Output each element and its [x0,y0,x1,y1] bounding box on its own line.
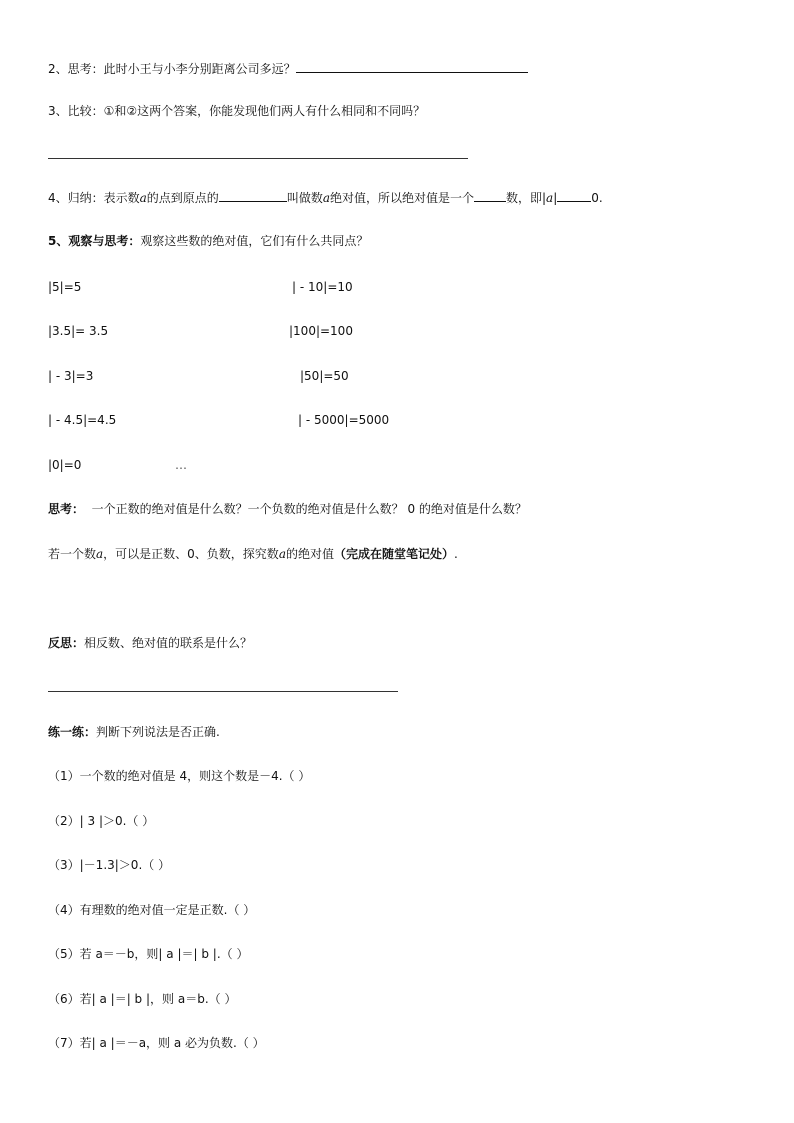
example-right: |100|=100 [289,324,353,338]
practice-label: 练一练： [48,725,97,739]
question-4-text: 0. [591,191,603,205]
example-left: |5|=5 [48,280,82,294]
practice-item[interactable]: （7）若| a |＝－a，则 a 必为负数.（ ） [48,1036,265,1050]
answer-blank[interactable] [219,189,287,202]
variable-a: a [139,191,147,205]
question-4-text: 4、归纳：表示数 [48,191,140,205]
practice-heading [48,724,220,740]
question-5-label: 5、观察与思考： [48,234,141,248]
think-label: 思考： [48,502,85,516]
practice-item[interactable]: （3）|－1.3|＞0.（ ） [48,858,171,872]
think [48,501,527,517]
question-3 [48,103,425,119]
question-4-text: 数，即| [506,191,547,205]
explore-text: . [454,547,458,561]
example-left: |0|=0 [48,458,82,472]
question-2-text: 2、思考：此时小王与小李分别距离公司多远？ [48,62,296,76]
question-4-text: 叫做数 [286,191,323,205]
practice-item[interactable]: （5）若 a＝－b，则| a |＝| b |.（ ） [48,947,249,961]
explore [48,546,458,562]
variable-a: a [322,191,330,205]
answer-line[interactable] [48,691,398,692]
example-right: |50|=50 [300,369,349,383]
question-5-text: 观察这些数的绝对值，它们有什么共同点？ [140,234,369,248]
practice-item[interactable]: （2）| 3 |＞0.（ ） [48,814,155,828]
question-4-text: 的点到原点的 [146,191,219,205]
question-4-text: 绝对值，所以绝对值是一个 [329,191,474,205]
example-ellipsis: … [175,458,187,472]
question-5 [48,233,368,249]
question-4-text: | [553,191,558,205]
reflect [48,635,252,651]
explore-note: （完成在随堂笔记处） [333,547,454,561]
explore-text: 若一个数 [48,547,97,561]
variable-a: a [278,547,286,561]
think-text: 一个正数的绝对值是什么数？一个负数的绝对值是什么数？ 0 的绝对值是什么数？ [91,502,527,516]
answer-blank[interactable] [296,60,528,73]
variable-a: a [96,547,104,561]
example-left: | - 3|=3 [48,369,94,383]
practice-item[interactable]: （4）有理数的绝对值一定是正数.（ ） [48,903,256,917]
practice-text: 判断下列说法是否正确. [96,725,220,739]
answer-blank[interactable] [474,189,506,202]
question-3-text: 3、比较：①和②这两个答案，你能发现他们两人有什么相同和不同吗？ [48,104,426,118]
example-left: | - 4.5|=4.5 [48,413,117,427]
answer-line[interactable] [48,158,468,159]
reflect-label: 反思： [48,636,85,650]
question-4 [48,189,603,206]
explore-text: 的绝对值 [285,547,334,561]
example-left: |3.5|= 3.5 [48,324,109,338]
practice-item[interactable]: （6）若| a |＝| b |，则 a＝b.（ ） [48,992,237,1006]
answer-blank[interactable] [557,189,591,202]
practice-item[interactable]: （1）一个数的绝对值是 4，则这个数是－4.（ ） [48,769,311,783]
example-right: | - 5000|=5000 [298,413,390,427]
reflect-text: 相反数、绝对值的联系是什么？ [84,636,253,650]
explore-text: ，可以是正数、0、负数，探究数 [103,547,279,561]
example-right: | - 10|=10 [292,280,353,294]
variable-a: a [546,191,554,205]
question-2 [48,60,528,77]
